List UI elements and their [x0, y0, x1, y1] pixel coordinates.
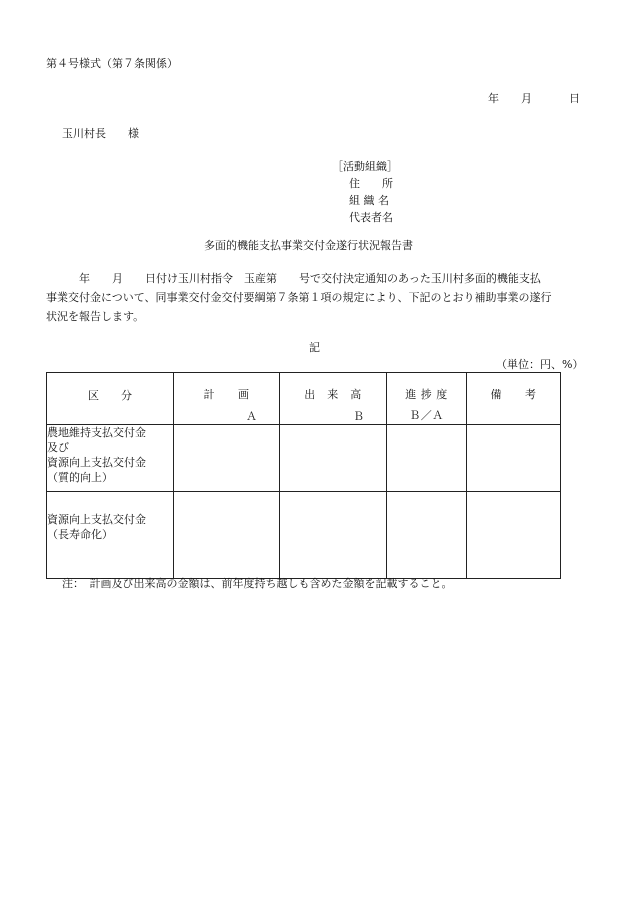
row-label [47, 492, 174, 579]
cell-plan[interactable] [174, 492, 280, 579]
header-plan-sub: Ａ [246, 410, 257, 423]
cell-progress[interactable] [387, 492, 467, 579]
header-actual-label: 出 来 高 [304, 388, 362, 401]
header-category-label: 区 分 [88, 389, 132, 402]
header-progress-label: 進 捗 度 [405, 388, 448, 401]
header-progress [387, 373, 467, 425]
table-row [47, 492, 561, 579]
row-label-line: （長寿命化） [47, 528, 113, 541]
header-remarks [467, 373, 561, 425]
header-plan-label: 計 画 [203, 388, 250, 401]
row-label-line: 農地維持支払交付金 [47, 426, 146, 439]
row-label-line: 及び [47, 441, 69, 454]
row-label-line: 資源向上支払交付金 [47, 456, 146, 469]
organization-block [332, 158, 398, 226]
cell-actual[interactable] [280, 425, 387, 492]
ki-heading: 記 [309, 341, 320, 354]
representative-label: 代表者名 [349, 211, 393, 224]
body-line-1: 年 月 日付け玉川村指令 玉産第 号で交付決定通知のあった玉川村多面的機能支払 [46, 272, 541, 285]
cell-plan[interactable] [174, 425, 280, 492]
header-category [47, 373, 174, 425]
table-header-row [47, 373, 561, 425]
cell-remarks[interactable] [467, 492, 561, 579]
body-paragraph [46, 269, 592, 326]
table-row [47, 425, 561, 492]
date-day: 日 [569, 92, 580, 105]
cell-actual[interactable] [280, 492, 387, 579]
cell-remarks[interactable] [467, 425, 561, 492]
date-line [488, 93, 580, 104]
row-label [47, 425, 174, 492]
row-label-line: 資源向上支払交付金 [47, 513, 146, 526]
header-plan [174, 373, 280, 425]
addressee: 玉川村長 様 [62, 127, 139, 140]
date-year: 年 [488, 92, 499, 105]
report-table [46, 372, 561, 579]
header-remarks-label: 備 考 [490, 388, 537, 401]
header-actual [280, 373, 387, 425]
row-label-line: （質的向上） [47, 471, 113, 484]
unit-note: （単位：円、%） [496, 358, 584, 371]
organization-header: ［活動組織］ [332, 160, 398, 173]
header-progress-sub: Ｂ／Ａ [409, 409, 444, 422]
footnote: 注： 計画及び出来高の金額は、前年度持ち越しも含めた金額を記載すること。 [62, 577, 453, 590]
body-line-3: 状況を報告します。 [46, 310, 145, 323]
address-label: 住 所 [349, 177, 393, 190]
org-name-label: 組 織 名 [349, 194, 389, 207]
form-number: 第４号様式（第７条関係） [46, 57, 178, 70]
document-title: 多面的機能支払事業交付金遂行状況報告書 [204, 239, 413, 252]
cell-progress[interactable] [387, 425, 467, 492]
date-month: 月 [521, 92, 532, 105]
body-line-2: 事業交付金について、同事業交付金交付要綱第７条第１項の規定により、下記のとおり補助事業の遂行 [46, 291, 552, 304]
header-actual-sub: Ｂ [353, 410, 364, 423]
